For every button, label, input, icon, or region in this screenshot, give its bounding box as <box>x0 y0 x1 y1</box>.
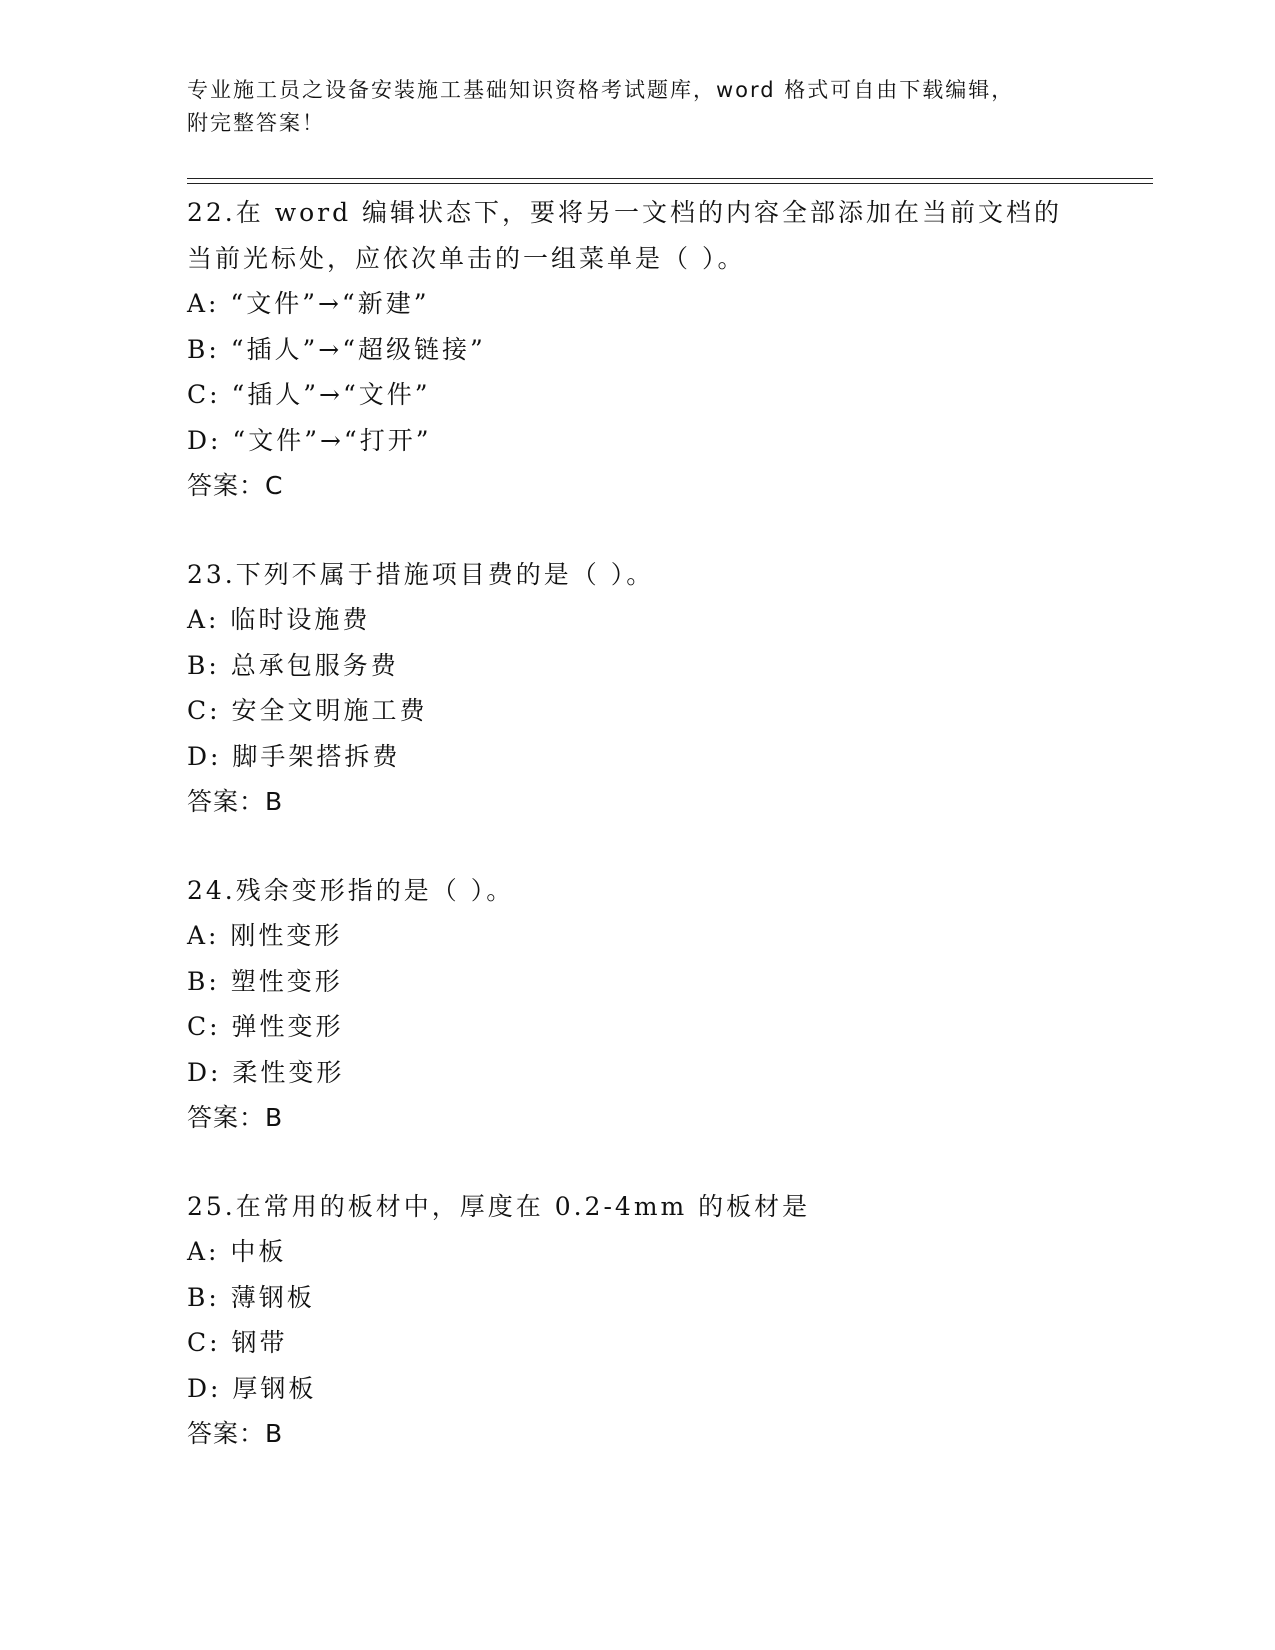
answer: 答案：B <box>187 1419 284 1448</box>
document-header <box>187 74 1087 140</box>
option-b: B: “插人”→“超级链接” <box>187 334 486 364</box>
option-c: C: 弹性变形 <box>187 1012 344 1041</box>
question-stem: 22.在 word 编辑状态下，要将另一文档的内容全部添加在当前文档的 <box>187 198 1063 227</box>
option-b: B: 总承包服务费 <box>187 650 399 680</box>
question-25 <box>187 1184 1127 1457</box>
option-d: D: “文件”→“打开” <box>187 425 432 455</box>
question-24 <box>187 868 1127 1141</box>
option-a: A: 刚性变形 <box>187 921 343 950</box>
header-line-2: 附完整答案！ <box>187 111 325 135</box>
question-23 <box>187 552 1127 825</box>
header-divider-bottom <box>187 183 1153 184</box>
question-stem: 25.在常用的板材中，厚度在 0.2-4mm 的板材是 <box>187 1191 811 1221</box>
option-c: C: 钢带 <box>187 1328 288 1357</box>
option-d: D: 柔性变形 <box>187 1057 345 1087</box>
answer: 答案：B <box>187 1103 284 1132</box>
header-line-1: 专业施工员之设备安装施工基础知识资格考试题库，word 格式可自由下载编辑， <box>187 78 1015 102</box>
question-stem: 24.残余变形指的是（ ）。 <box>187 875 515 905</box>
option-a: A: 中板 <box>187 1237 287 1266</box>
question-22 <box>187 190 1127 509</box>
option-c: C: “插人”→“文件” <box>187 380 431 409</box>
option-b: B: 薄钢板 <box>187 1282 315 1312</box>
option-a: A: “文件”→“新建” <box>187 289 430 318</box>
option-a: A: 临时设施费 <box>187 605 371 634</box>
question-stem: 23.下列不属于措施项目费的是（ ）。 <box>187 559 655 589</box>
answer: 答案：B <box>187 787 284 816</box>
answer: 答案：C <box>187 471 284 500</box>
question-stem-continued: 当前光标处，应依次单击的一组菜单是（ ）。 <box>187 243 746 273</box>
option-d: D: 脚手架搭拆费 <box>187 741 401 771</box>
header-divider-top <box>187 178 1153 179</box>
option-d: D: 厚钢板 <box>187 1373 317 1403</box>
question-list <box>187 190 1127 1500</box>
option-c: C: 安全文明施工费 <box>187 696 428 725</box>
option-b: B: 塑性变形 <box>187 966 343 996</box>
